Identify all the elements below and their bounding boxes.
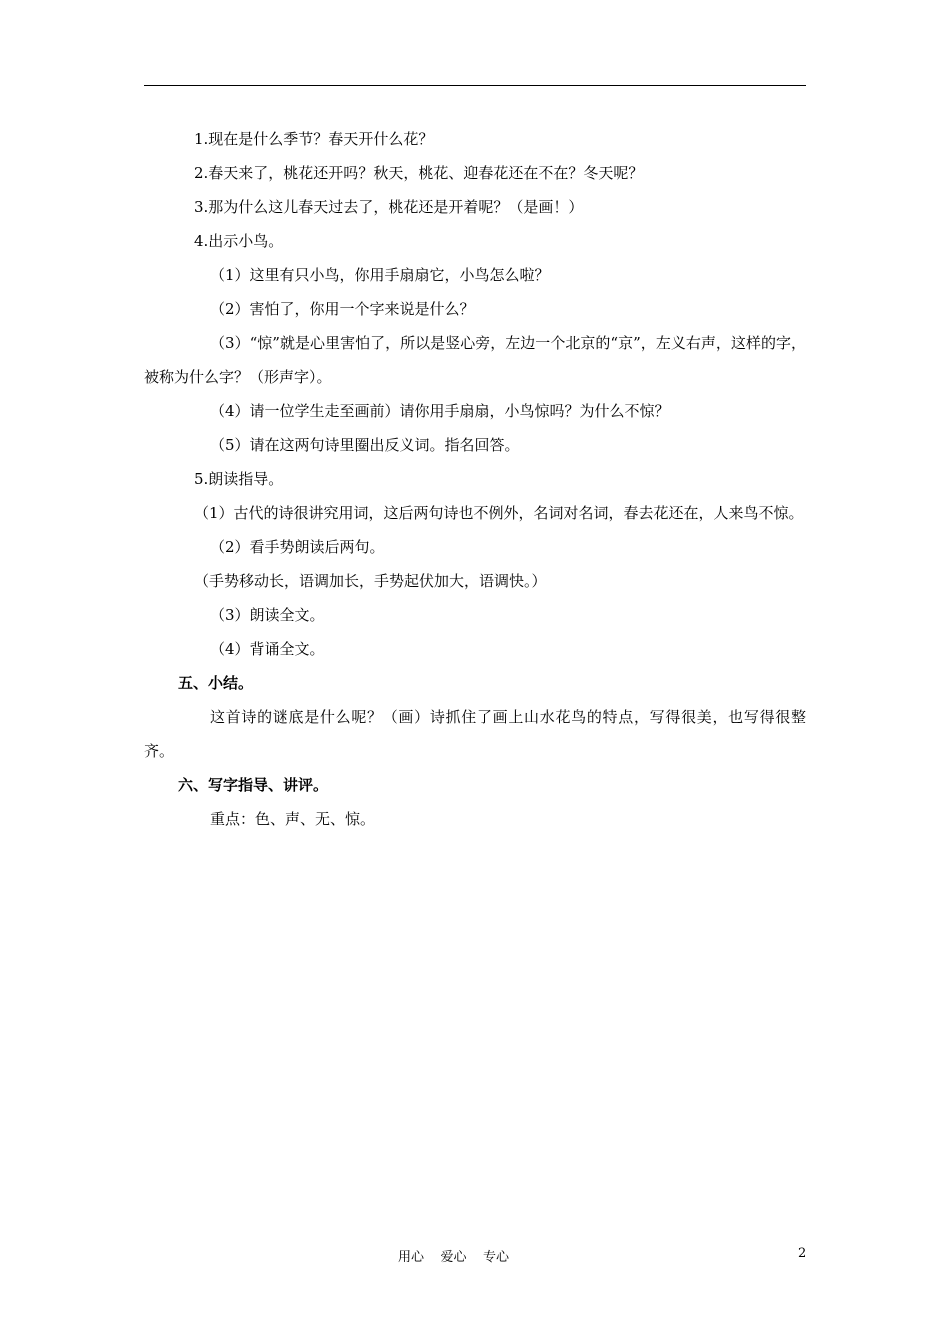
section-heading-writing: 六、写字指导、讲评。 [178,776,329,794]
sub-item-line: （1）这里有只小鸟，你用手扇扇它，小鸟怎么啦？ [210,266,550,284]
page-number: 2 [798,1246,807,1261]
question-line-3: 3.那为什么这儿春天过去了，桃花还是开着呢？（是画！） [194,198,584,216]
sub-item-line: （2）看手势朗读后两句。 [210,538,385,556]
sub-item-line: （2）害怕了，你用一个字来说是什么？ [210,300,475,318]
page-body [144,122,806,836]
question-line-1: 1.现在是什么季节？春天开什么花？ [194,130,434,148]
sub-item-line: （5）请在这两句诗里圈出反义词。指名回答。 [210,436,520,454]
sub-item-line: （4）请一位学生走至画前）请你用手扇扇，小鸟惊吗？为什么不惊？ [210,402,670,420]
sub-item-line: （3）朗读全文。 [210,606,325,624]
question-line-5: 5.朗读指导。 [194,470,284,488]
header-rule [144,85,806,86]
gesture-note-line: （手势移动长，语调加长，手势起伏加大，语调快。） [194,572,547,590]
writing-focus-line: 重点：色、声、无、惊。 [210,810,376,828]
question-line-4: 4.出示小鸟。 [194,232,284,250]
sub-item-paragraph: （1）古代的诗很讲究用词，这后两句诗也不例外，名词对名词，春去花还在，人来鸟不惊。 [194,504,804,522]
sub-item-paragraph: （3）“惊”就是心里害怕了，所以是竖心旁，左边一个北京的“京”，左义右声，这样的字，被称为什么字？（形声字）。 [144,334,806,386]
sub-item-line: （4）背诵全文。 [210,640,325,658]
summary-paragraph: 这首诗的谜底是什么呢？（画）诗抓住了画上山水花鸟的特点，写得很美，也写得很整齐。 [144,708,806,760]
question-line-2: 2.春天来了，桃花还开吗？秋天，桃花、迎春花还在不在？冬天呢？ [194,164,644,182]
footer-motto: 用心 爱心 专心 [398,1250,510,1265]
section-heading-summary: 五、小结。 [178,674,254,692]
